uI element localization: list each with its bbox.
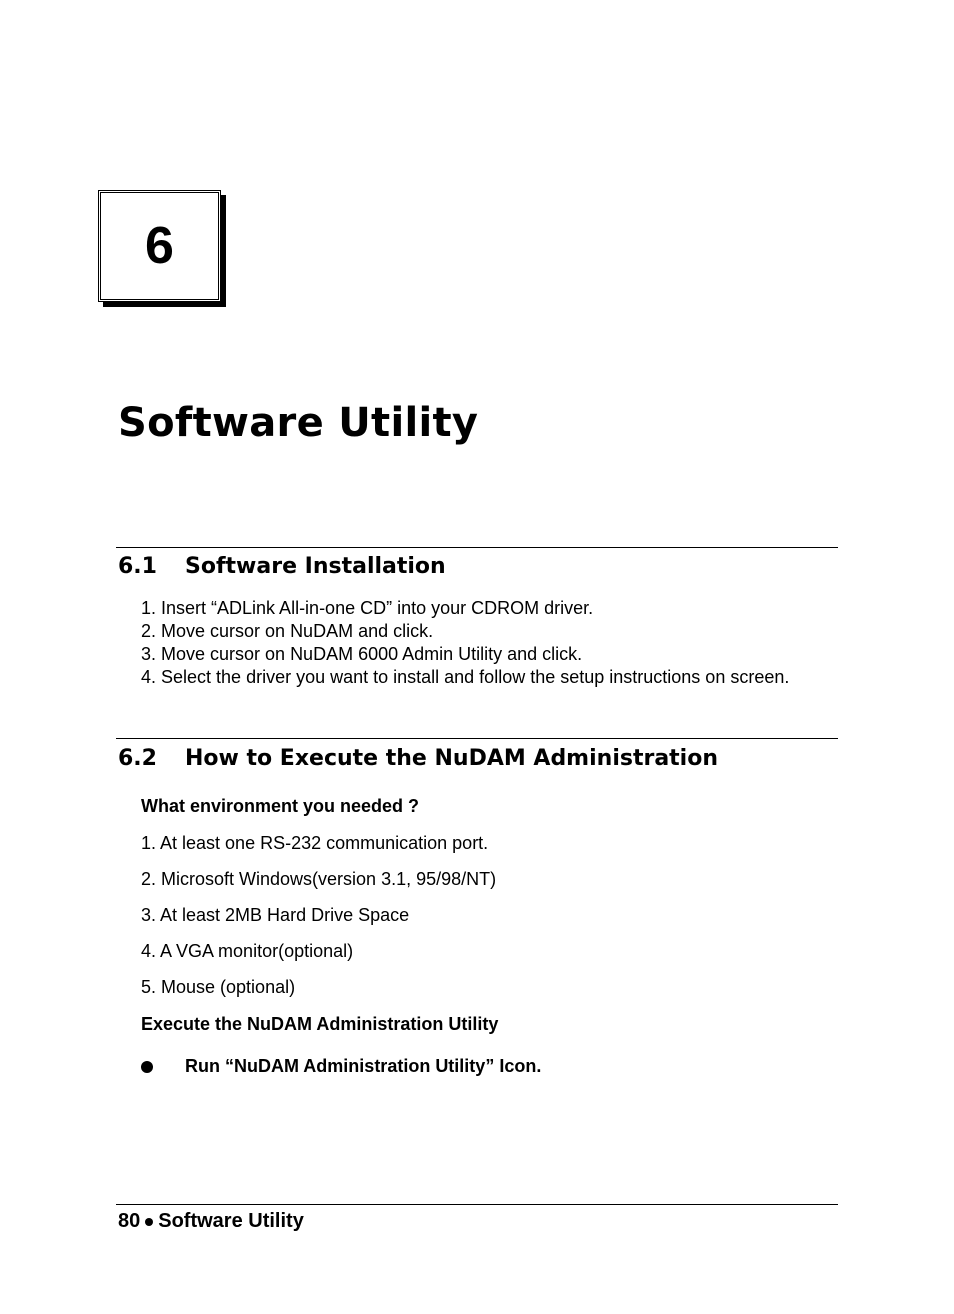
chapter-title: Software Utility <box>118 400 479 446</box>
section-divider <box>116 547 838 548</box>
section-heading-6-2 <box>118 746 718 771</box>
list-item: 1. At least one RS-232 communication port. <box>141 833 489 853</box>
section-number: 6.1 <box>118 554 157 579</box>
page-number: 80 <box>118 1210 141 1232</box>
page-footer <box>118 1210 304 1233</box>
section-divider <box>116 738 838 739</box>
chapter-number: 6 <box>145 217 174 275</box>
list-item: 5. Mouse (optional) <box>141 977 296 997</box>
bullet-text: Run “NuDAM Administration Utility” Icon. <box>185 1056 542 1076</box>
execute-heading: Execute the NuDAM Administration Utility <box>141 1014 499 1034</box>
bullet-icon <box>141 1061 153 1073</box>
list-item: 2. Move cursor on NuDAM and click. <box>141 621 434 641</box>
footer-divider <box>116 1204 838 1205</box>
list-item: 1. Insert “ADLink All-in-one CD” into your CDROM driver. <box>141 598 594 618</box>
bullet-separator-icon <box>145 1218 153 1226</box>
installation-steps <box>141 597 836 689</box>
chapter-number-box <box>98 190 221 302</box>
list-item: 3. At least 2MB Hard Drive Space <box>141 905 410 925</box>
section-number: 6.2 <box>118 746 157 771</box>
section-heading-6-1 <box>118 554 446 579</box>
list-item: 4. A VGA monitor(optional) <box>141 941 354 961</box>
list-item: 2. Microsoft Windows(version 3.1, 95/98/NT) <box>141 869 497 889</box>
list-item: 3. Move cursor on NuDAM 6000 Admin Utility and click. <box>141 644 583 664</box>
bullet-item <box>141 1056 541 1077</box>
section-title: How to Execute the NuDAM Administration <box>185 746 718 771</box>
section-title: Software Installation <box>185 554 446 579</box>
footer-label: Software Utility <box>158 1210 304 1232</box>
list-item: 4. Select the driver you want to install and follow the setup instructions on screen. <box>141 667 790 687</box>
environment-heading: What environment you needed ? <box>141 796 420 816</box>
